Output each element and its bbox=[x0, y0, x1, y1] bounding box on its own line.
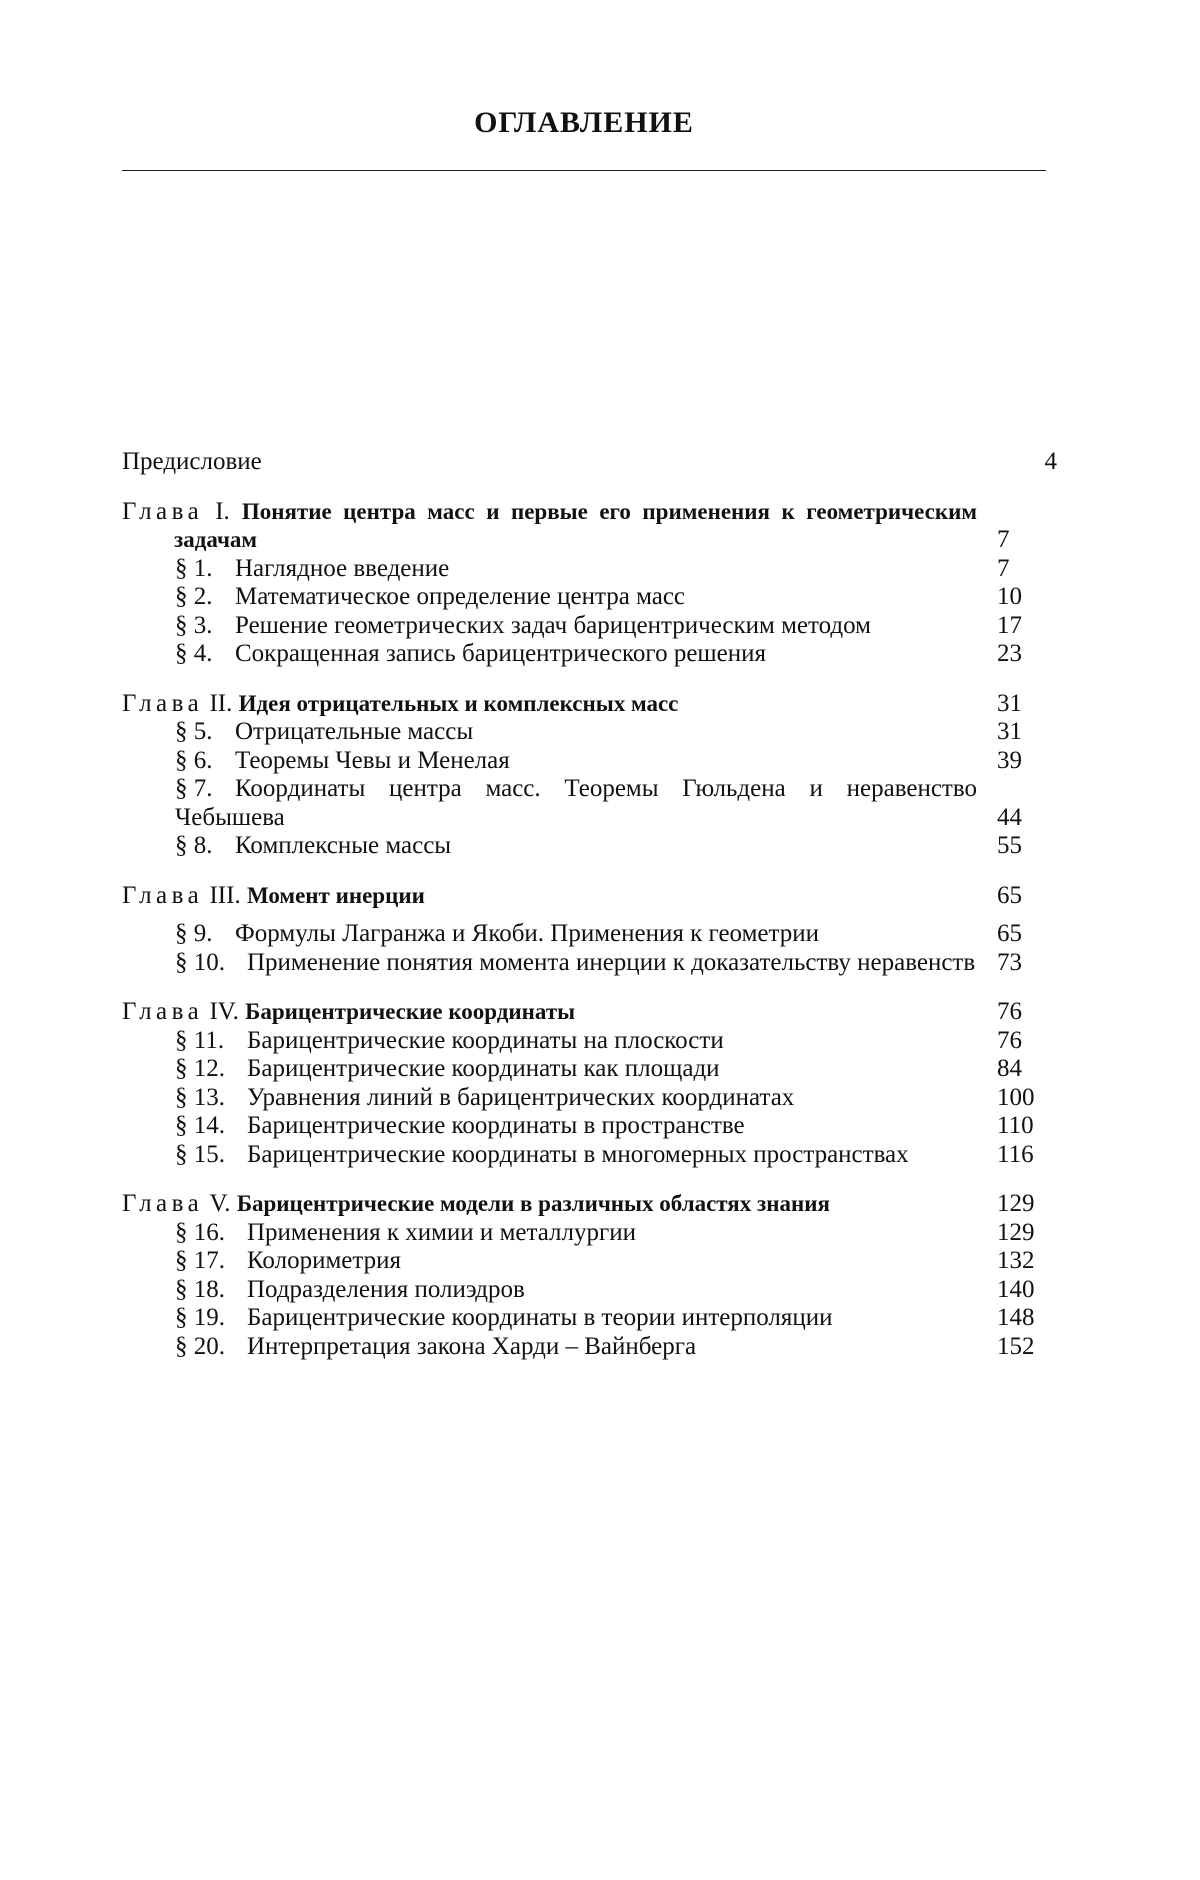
section-number: § 20. bbox=[175, 1333, 247, 1362]
section-title: Теоремы Чевы и Менелая bbox=[235, 747, 510, 774]
section-number: § 15. bbox=[175, 1141, 247, 1170]
section-number: § 18. bbox=[175, 1276, 247, 1305]
toc-page-number: 65 bbox=[997, 882, 1057, 911]
toc-page-number: 100 bbox=[997, 1084, 1057, 1113]
toc-page-number: 44 bbox=[997, 804, 1057, 833]
toc-page-number: 55 bbox=[997, 832, 1057, 861]
section-number: § 7. bbox=[175, 775, 235, 804]
section-title: Применение понятия момента инерции к доказательству неравенств bbox=[247, 949, 975, 976]
toc-chapter-4[interactable] bbox=[122, 998, 1057, 1027]
section-title: Интерпретация закона Харди – Вайнберга bbox=[247, 1333, 696, 1360]
chapter-number: V. bbox=[209, 1190, 230, 1217]
section-title: Сокращенная запись барицентрического решения bbox=[235, 640, 766, 667]
chapter-label: Глава bbox=[122, 1190, 203, 1217]
toc-section-3[interactable] bbox=[122, 612, 1057, 641]
toc-page-number: 73 bbox=[997, 949, 1057, 978]
section-number: § 14. bbox=[175, 1112, 247, 1141]
section-number: § 2. bbox=[175, 583, 235, 612]
toc-page-number: 76 bbox=[997, 1027, 1057, 1056]
toc-page-number: 17 bbox=[997, 612, 1057, 641]
toc-section-17[interactable] bbox=[122, 1247, 1057, 1276]
toc-page-number: 76 bbox=[997, 998, 1057, 1027]
section-title: Уравнения линий в барицентрических координатах bbox=[247, 1084, 794, 1111]
section-title: Подразделения полиэдров bbox=[247, 1276, 525, 1303]
toc-page-number: 116 bbox=[997, 1141, 1057, 1170]
toc-page-number: 148 bbox=[997, 1304, 1057, 1333]
toc-chapter-3[interactable] bbox=[122, 882, 1057, 911]
toc-page-number: 129 bbox=[997, 1190, 1057, 1219]
page-title: ОГЛАВЛЕНИЕ bbox=[122, 106, 1046, 140]
toc-section-6[interactable] bbox=[122, 747, 1057, 776]
section-number: § 6. bbox=[175, 747, 235, 776]
toc-section-15[interactable] bbox=[122, 1141, 1057, 1170]
chapter-label: Глава bbox=[122, 998, 203, 1025]
section-title: Координаты центра масс. Теоремы Гюльдена и неравенство Чебышева bbox=[175, 775, 977, 831]
toc-preface[interactable] bbox=[122, 448, 1057, 477]
heading-rule bbox=[122, 170, 1046, 171]
section-title: Математическое определение центра масс bbox=[235, 583, 685, 610]
chapter-title: Барицентрические координаты bbox=[245, 999, 575, 1024]
section-number: § 5. bbox=[175, 718, 235, 747]
toc-page-number: 31 bbox=[997, 690, 1057, 719]
toc-page-number: 31 bbox=[997, 718, 1057, 747]
toc-page-number: 140 bbox=[997, 1276, 1057, 1305]
toc-section-5[interactable] bbox=[122, 718, 1057, 747]
chapter-number: IV. bbox=[209, 998, 238, 1025]
chapter-number: I. bbox=[215, 498, 230, 525]
toc-page-number: 7 bbox=[997, 526, 1057, 555]
toc-page-number: 65 bbox=[997, 920, 1057, 949]
toc-preface-title: Предисловие bbox=[122, 448, 262, 475]
section-title: Колориметрия bbox=[247, 1247, 401, 1274]
chapter-title: Идея отрицательных и комплексных масс bbox=[239, 691, 679, 716]
section-title: Барицентрические координаты в пространстве bbox=[247, 1112, 745, 1139]
chapter-number: III. bbox=[209, 882, 240, 909]
section-number: § 17. bbox=[175, 1247, 247, 1276]
chapter-label: Глава bbox=[122, 882, 203, 909]
toc-section-19[interactable] bbox=[122, 1304, 1057, 1333]
section-number: § 9. bbox=[175, 920, 235, 949]
chapter-label: Глава bbox=[122, 498, 203, 525]
section-title: Формулы Лагранжа и Якоби. Применения к геометрии bbox=[235, 920, 819, 947]
chapter-title: Момент инерции bbox=[247, 883, 425, 908]
toc-section-18[interactable] bbox=[122, 1276, 1057, 1305]
section-title: Применения к химии и металлургии bbox=[247, 1219, 636, 1246]
toc-page-number: 84 bbox=[997, 1055, 1057, 1084]
toc-page-number: 152 bbox=[997, 1333, 1057, 1362]
section-title: Решение геометрических задач барицентрическим методом bbox=[235, 612, 871, 639]
section-number: § 1. bbox=[175, 555, 235, 584]
section-number: § 8. bbox=[175, 832, 235, 861]
toc-chapter-2[interactable] bbox=[122, 690, 1057, 719]
toc-page-number: 132 bbox=[997, 1247, 1057, 1276]
toc-section-2[interactable] bbox=[122, 583, 1057, 612]
section-title: Барицентрические координаты как площади bbox=[247, 1055, 720, 1082]
toc-page-number: 23 bbox=[997, 640, 1057, 669]
toc-section-7[interactable] bbox=[122, 775, 1057, 832]
toc-section-10[interactable] bbox=[122, 949, 1057, 978]
section-title: Комплексные массы bbox=[235, 832, 451, 859]
toc-chapter-1[interactable] bbox=[122, 498, 1057, 555]
toc-page-number: 39 bbox=[997, 747, 1057, 776]
section-number: § 16. bbox=[175, 1219, 247, 1248]
section-number: § 19. bbox=[175, 1304, 247, 1333]
toc-section-14[interactable] bbox=[122, 1112, 1057, 1141]
table-of-contents bbox=[122, 448, 1057, 1361]
section-title: Барицентрические координаты на плоскости bbox=[247, 1027, 724, 1054]
toc-section-12[interactable] bbox=[122, 1055, 1057, 1084]
section-title: Отрицательные массы bbox=[235, 718, 473, 745]
toc-page-number: 129 bbox=[997, 1219, 1057, 1248]
toc-section-13[interactable] bbox=[122, 1084, 1057, 1113]
toc-section-9[interactable] bbox=[122, 920, 1057, 949]
toc-section-4[interactable] bbox=[122, 640, 1057, 669]
toc-section-20[interactable] bbox=[122, 1333, 1057, 1362]
section-number: § 11. bbox=[175, 1027, 247, 1056]
section-number: § 12. bbox=[175, 1055, 247, 1084]
section-title: Барицентрические координаты в многомерных пространствах bbox=[247, 1141, 909, 1168]
toc-page-number: 10 bbox=[997, 583, 1057, 612]
chapter-title: Понятие центра масс и первые его применения к геометрическим задачам bbox=[174, 499, 977, 553]
toc-section-8[interactable] bbox=[122, 832, 1057, 861]
toc-chapter-5[interactable] bbox=[122, 1190, 1057, 1219]
toc-section-11[interactable] bbox=[122, 1027, 1057, 1056]
chapter-number: II. bbox=[209, 690, 232, 717]
section-number: § 13. bbox=[175, 1084, 247, 1113]
section-title: Барицентрические координаты в теории интерполяции bbox=[247, 1304, 833, 1331]
section-number: § 10. bbox=[175, 949, 247, 978]
section-number: § 3. bbox=[175, 612, 235, 641]
chapter-label: Глава bbox=[122, 690, 203, 717]
toc-section-1[interactable] bbox=[122, 555, 1057, 584]
toc-page-number: 4 bbox=[997, 448, 1057, 477]
toc-page-number: 7 bbox=[997, 555, 1057, 584]
section-title: Наглядное введение bbox=[235, 555, 449, 582]
toc-section-16[interactable] bbox=[122, 1219, 1057, 1248]
toc-page-number: 110 bbox=[997, 1112, 1057, 1141]
chapter-title: Барицентрические модели в различных областях знания bbox=[237, 1191, 830, 1216]
section-number: § 4. bbox=[175, 640, 235, 669]
